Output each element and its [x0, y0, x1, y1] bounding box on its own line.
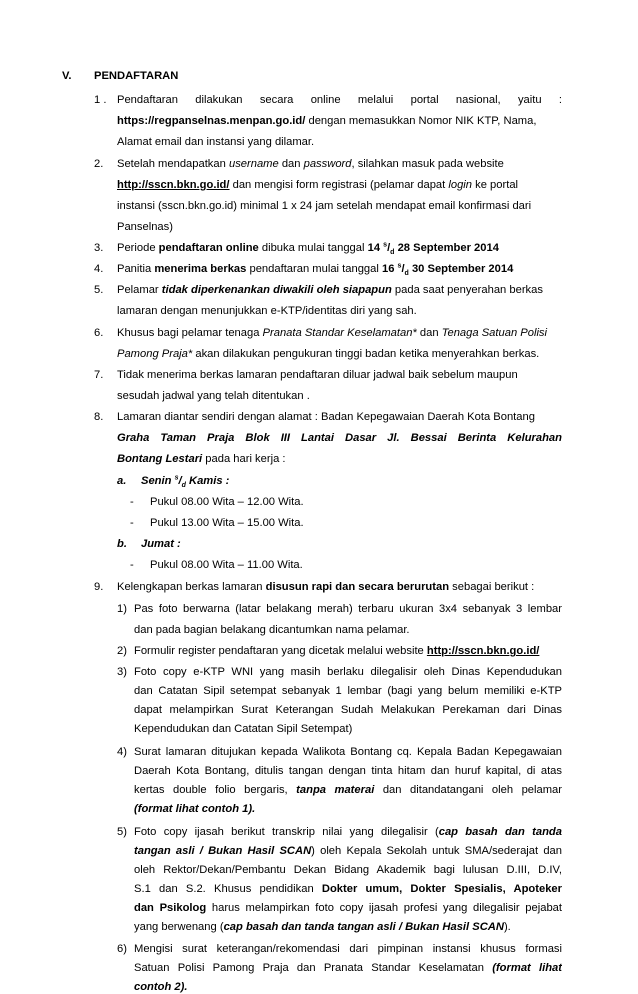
sub-text: oleh Rektor/Dekan/Pembantu Dekan Bidang Akademik bagi lulusan D.III, D.IV, — [134, 864, 562, 876]
item-text: Kelengkapan berkas lamaran disusun rapi dan secara berurutan sebagai berikut : — [117, 581, 535, 593]
sub-text: Pas foto berwarna (latar belakang merah) terbaru ukuran 3x4 sebanyak 3 lembar — [134, 603, 562, 615]
time-range: Pukul 08.00 Wita – 12.00 Wita. — [150, 496, 304, 508]
registration-url[interactable]: https://regpanselnas.menpan.go.id/ — [117, 115, 306, 127]
section-number: V. — [62, 70, 72, 82]
item-text: Khusus bagi pelamar tenaga Pranata Standar Keselamatan* dan Tenaga Satuan Polisi — [117, 327, 548, 339]
sub-number: 6) — [117, 943, 127, 955]
sub-text: Kependudukan dan Catatan Sipil Setempat) — [134, 723, 353, 735]
sscn-url[interactable]: http://sscn.bkn.go.id/ — [117, 179, 230, 191]
sub-text: Foto copy ijasah berikut transkrip nilai yang dilegalisir (cap basah dan tanda — [134, 826, 562, 838]
sub-text: dan pada bagian belakang dicantumkan nama pelamar. — [134, 624, 410, 636]
item-text: http://sscn.bkn.go.id/ dan mengisi form registrasi (pelamar dapat login ke portal — [117, 179, 519, 191]
item-text: Tidak menerima berkas lamaran pendaftaran diluar jadwal baik sebelum maupun — [117, 369, 518, 381]
sub-text: (format lihat contoh 1). — [134, 803, 256, 815]
section-title: PENDAFTARAN — [94, 70, 179, 82]
sscn-url[interactable]: http://sscn.bkn.go.id/ — [426, 645, 540, 657]
item-text: instansi (sscn.bkn.go.id) minimal 1 x 24 jam setelah mendapat email konfirmasi dari — [117, 200, 532, 212]
item-number: 2. — [94, 158, 104, 170]
sub-number: 1) — [117, 603, 127, 615]
dash: - — [130, 496, 134, 508]
item-text: Panselnas) — [117, 221, 173, 233]
sub-number: 4) — [117, 746, 127, 758]
sub-text: dapat melampirkan Surat Keterangan Sudah Melakukan Perekaman dari Dinas — [134, 704, 562, 716]
item-text: Pamong Praja* akan dilakukan pengukuran tinggi badan ketika menyerahkan berkas. — [117, 348, 540, 360]
sub-text: Formulir register pendaftaran yang dicetak melalui website http://sscn.bkn.go.id/ — [134, 645, 540, 657]
item-number: 9. — [94, 581, 104, 593]
sub-text: Surat lamaran ditujukan kepada Walikota Bontang cq. Kepala Badan Kepegawaian — [134, 746, 562, 758]
item-text: https://regpanselnas.menpan.go.id/ dengan memasukkan Nomor NIK KTP, Nama, — [117, 115, 537, 127]
day-letter: b. — [117, 538, 127, 550]
sub-number: 5) — [117, 826, 127, 838]
dash: - — [130, 517, 134, 529]
item-text: Lamaran diantar sendiri dengan alamat : Badan Kepegawaian Daerah Kota Bontang — [117, 411, 535, 423]
day-label: Jumat : — [141, 538, 181, 550]
item-number: 4. — [94, 263, 104, 275]
sub-text: Mengisi surat keterangan/rekomendasi dari pimpinan instansi khusus formasi — [134, 943, 562, 955]
time-range: Pukul 08.00 Wita – 11.00 Wita. — [150, 559, 303, 571]
item-text: Bontang Lestari pada hari kerja : — [117, 453, 286, 465]
day-label: Senin $^s/_d$ Kamis : — [141, 474, 230, 490]
item-text: Pendaftaran dilakukan secara online melalui portal nasional, yaitu : — [117, 94, 562, 106]
item-text: Periode pendaftaran online dibuka mulai tanggal 14 $^s/_d$ 28 September 2014 — [117, 241, 499, 257]
sub-text: Foto copy e-KTP WNI yang masih berlaku dilegalisir oleh Dinas Kependudukan — [134, 666, 562, 678]
sub-number: 2) — [117, 645, 127, 657]
sub-text: contoh 2). — [134, 981, 188, 993]
sub-text: tangan asli / Bukan Hasil SCAN) oleh Kepala Sekolah untuk SMA/sederajat dan — [134, 845, 562, 857]
sub-text: dan Catatan Sipil setempat sebanyak 1 lembar (bagi yang belum memiliki e-KTP — [134, 685, 562, 697]
dash: - — [130, 559, 134, 571]
item-text: sesudah jadwal yang telah ditentukan . — [117, 390, 310, 402]
item-number: 6. — [94, 327, 104, 339]
sub-text: Daerah Kota Bontang, ditulis tangan dengan tinta hitam dan huruf kapital, di atas — [134, 765, 562, 777]
sub-number: 3) — [117, 666, 127, 678]
address-text: Graha Taman Praja Blok III Lantai Dasar Jl. Bessai Berinta Kelurahan — [117, 432, 562, 444]
item-text: lamaran dengan menunjukkan e-KTP/identitas diri yang sah. — [117, 305, 417, 317]
item-text: Setelah mendapatkan username dan password, silahkan masuk pada website — [117, 158, 504, 170]
item-text: Panitia menerima berkas pendaftaran mulai tanggal 16 $^s/_d$ 30 September 2014 — [117, 262, 514, 278]
sub-text: kertas double folio bergaris, tanpa materai dan ditandatangani oleh pelamar — [134, 784, 562, 796]
time-range: Pukul 13.00 Wita – 15.00 Wita. — [150, 517, 304, 529]
day-letter: a. — [117, 475, 127, 487]
item-number: 8. — [94, 411, 104, 423]
item-number: 7. — [94, 369, 104, 381]
item-text: Alamat email dan instansi yang dilamar. — [117, 136, 315, 148]
item-number: 1 . — [94, 94, 107, 106]
item-number: 3. — [94, 242, 104, 254]
sub-text: dan Psikolog harus melampirkan foto copy ijasah profesi yang dilegalisir pejabat — [134, 902, 563, 914]
sub-text: Satuan Polisi Pamong Praja dan Pranata Standar Keselamatan (format lihat — [134, 962, 562, 974]
item-text: Pelamar tidak diperkenankan diwakili oleh siapapun pada saat penyerahan berkas — [117, 284, 543, 296]
item-number: 5. — [94, 284, 104, 296]
sub-text: S.1 dan S.2. Khusus pendidikan Dokter umum, Dokter Spesialis, Apoteker — [134, 883, 562, 895]
sub-text: yang berwenang (cap basah dan tanda tangan asli / Bukan Hasil SCAN). — [134, 921, 511, 933]
